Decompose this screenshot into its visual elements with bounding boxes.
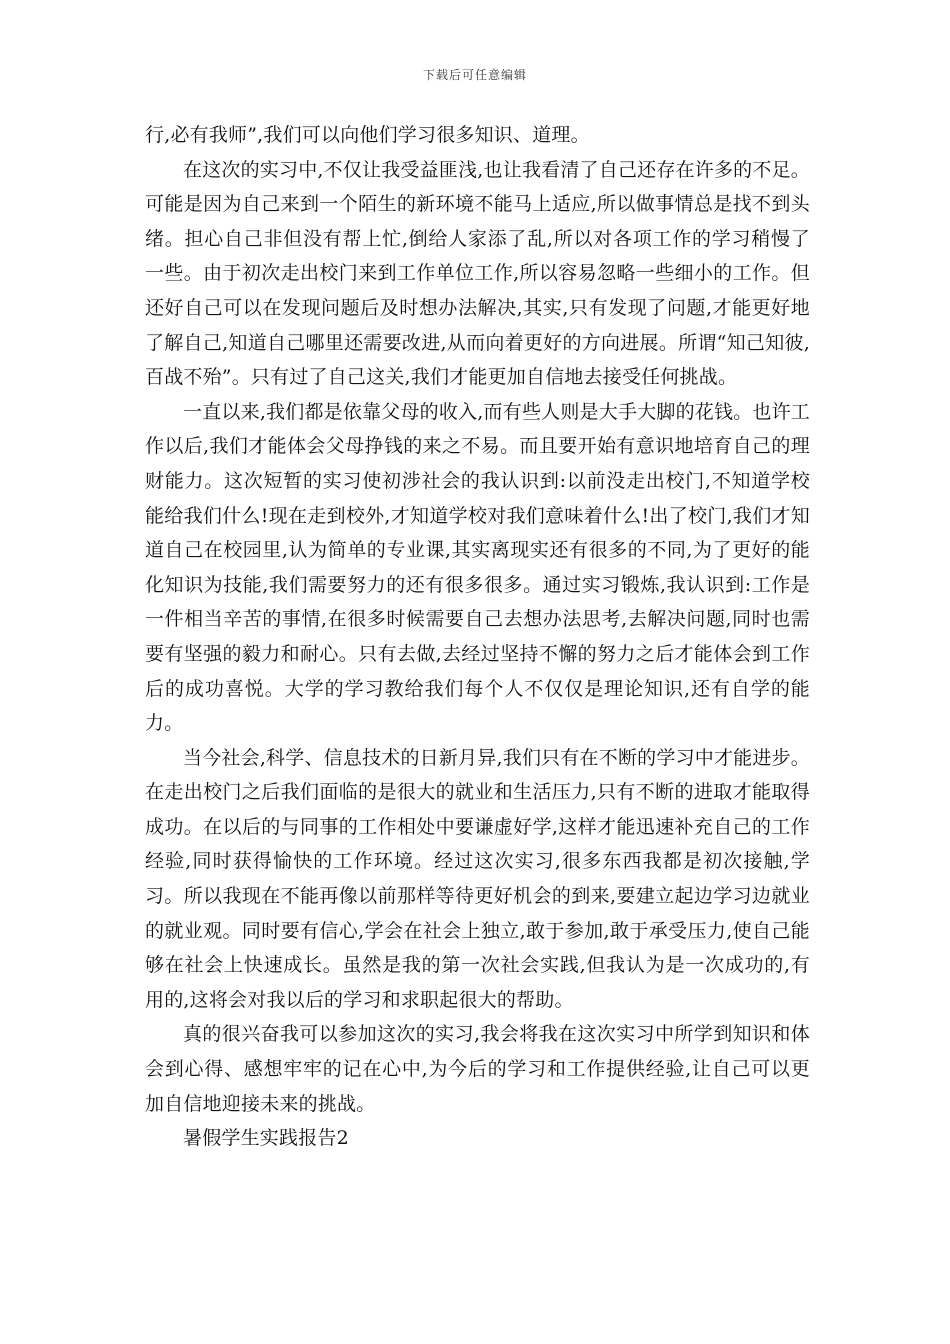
- paragraph-continuation: 行,必有我师”,我们可以向他们学习很多知识、道理。: [145, 124, 590, 146]
- page-header: 下载后可任意编辑: [422, 68, 527, 82]
- paragraph-shortcomings: 在这次的实习中,不仅让我受益匪浅,也让我看清了自己还存在许多的不足。可能是因为自己来到一个陌生的新环境不能马上适应,所以做事情总是找不到头绪。担心自己非但没有帮上忙,倒给人家添了乱,所以对各项工作的学习稍慢了一些。由于初次走出校门来到工作单位工作,所以容易忽略一些细小的工作。但还好自己可以在发现问题后及时想办法解决,其实,只有发现了问题,才能更好地了解自己,知道自己哪里还需要改进,从而向着更好的方向进展。所谓“知己知彼,百战不殆”。只有过了自己这关,我们才能更加自信地去接受任何挑战。: [145, 158, 810, 389]
- paragraph-society-learning: 当今社会,科学、信息技术的日新月异,我们只有在不断的学习中才能进步。在走出校门之后我们面临的是很大的就业和生活压力,只有不断的进取才能取得成功。在以后的与同事的工作相处中要谦虚好学,这样才能迅速补充自己的工作经验,同时获得愉快的工作环境。经过这次实习,很多东西我都是初次接触,学习。所以我现在不能再像以前那样等待更好机会的到来,要建立起边学习边就业的就业观。同时要有信心,学会在社会上独立,敢于参加,敢于承受压力,使自己能够在社会上快速成长。虽然是我的第一次社会实践,但我认为是一次成功的,有用的,这将会对我以后的学习和求职起很大的帮助。: [145, 746, 810, 1011]
- paragraph-financial-independence: 一直以来,我们都是依靠父母的收入,而有些人则是大手大脚的花钱。也许工作以后,我们才能体会父母挣钱的来之不易。而且要开始有意识地培育自己的理财能力。这次短暂的实习使初涉社会的我认识到:以前没走出校门,不知道学校能给我们什么!现在走到校外,才知道学校对我们意味着什么!出了校门,我们才知道自己在校园里,认为简单的专业课,其实离现实还有很多的不同,为了更好的能化知识为技能,我们需要努力的还有很多很多。通过实习锻炼,我认识到:工作是一件相当辛苦的事情,在很多时候需要自己去想办法思考,去解决问题,同时也需要有坚强的毅力和耐心。只有去做,去经过坚持不懈的努力之后才能体会到工作后的成功喜悦。大学的学习教给我们每个人不仅仅是理论知识,还有自学的能力。: [145, 400, 810, 735]
- document-body: [145, 118, 810, 1156]
- section-title: 暑假学生实践报告2: [183, 1127, 349, 1150]
- paragraph-conclusion: 真的很兴奋我可以参加这次的实习,我会将我在这次实习中所学到知识和体会到心得、感想牢牢的记在心中,为今后的学习和工作提供经验,让自己可以更加自信地迎接未来的挑战。: [145, 1023, 810, 1115]
